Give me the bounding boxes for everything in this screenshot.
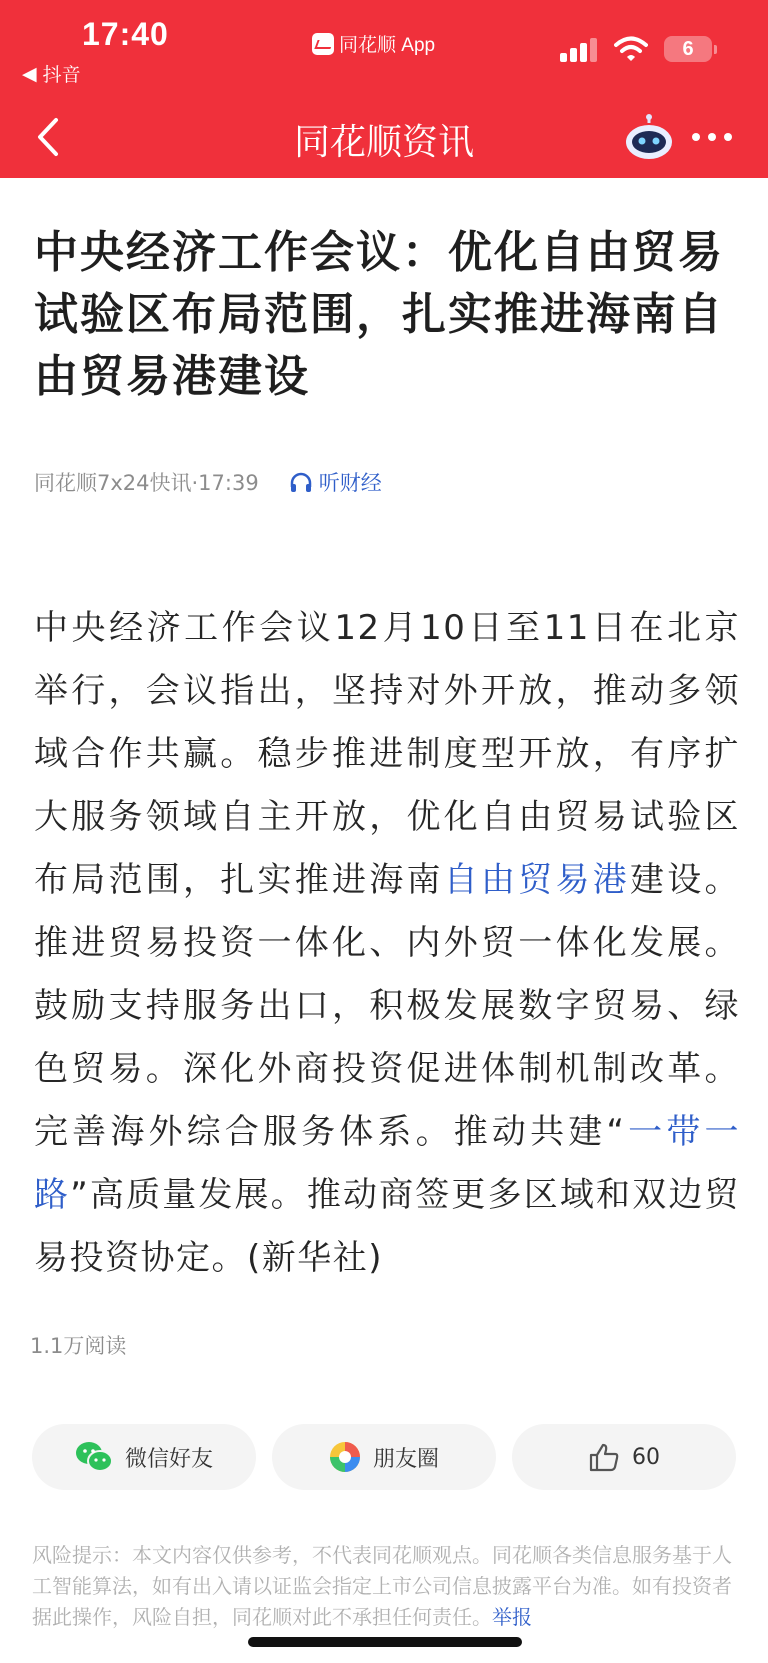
wechat-icon [75, 1441, 113, 1473]
back-to-app-link[interactable] [22, 60, 81, 87]
content-text: 中央经济工作会议12月10日至11日在北京举行，会议指出，坚持对外开放，推动多领域合作共赢。稳步推进制度型开放，有序扩大服务领域自主开放，优化自由贸易试验区布局范围，扎实推进海南 [34, 608, 740, 900]
keyword-link-belt-road[interactable]: 一带一路 [34, 1112, 740, 1215]
listen-button[interactable] [289, 467, 382, 497]
wifi-icon [614, 36, 648, 62]
share-wechat-button[interactable] [32, 1424, 256, 1490]
nav-bar [0, 96, 768, 178]
home-indicator[interactable] [248, 1637, 522, 1647]
content-text: ”高质量发展。推动商签更多区域和双边贸易投资协定。(新华社) [34, 1175, 740, 1278]
article-title: 中央经济工作会议：优化自由贸易试验区布局范围，扎实推进海南自由贸易港建设 [34, 227, 724, 402]
article-content [34, 597, 740, 1290]
app-logo-icon [312, 33, 334, 55]
back-app-label: 抖音 [42, 64, 81, 86]
source-time: 同花顺7x24快讯·17:39 [34, 471, 259, 495]
triangle-left-icon: ◀ [22, 62, 37, 85]
status-time: 17:40 [82, 16, 169, 52]
keyword-link-ftp[interactable]: 自由贸易港 [443, 860, 630, 900]
read-count: 1.1万阅读 [30, 1334, 127, 1358]
headphones-icon [289, 471, 313, 493]
share-moments-button[interactable] [272, 1424, 496, 1490]
risk-disclaimer [32, 1540, 732, 1633]
cellular-signal-icon [560, 38, 602, 62]
report-link[interactable]: 举报 [492, 1605, 532, 1629]
article-meta [34, 467, 382, 497]
like-button[interactable] [512, 1424, 736, 1490]
battery-indicator: 6 [664, 36, 712, 62]
wechat-label: 微信好友 [124, 1446, 213, 1472]
listen-label: 听财经 [318, 471, 382, 495]
app-name: 同花顺 App [339, 35, 436, 56]
disclaimer-text: 风险提示：本文内容仅供参考，不代表同花顺观点。同花顺各类信息服务基于人工智能算法，如有出入请以证监会指定上市公司信息披露平台为准。如有投资者据此操作，风险自担，同花顺对此不承担任何责任。 [32, 1543, 732, 1629]
app-indicator [312, 30, 435, 57]
robot-icon[interactable] [624, 114, 674, 160]
moments-label: 朋友圈 [372, 1446, 439, 1472]
nav-title: 同花顺资讯 [293, 122, 474, 163]
status-bar [0, 0, 768, 96]
like-count: 60 [632, 1444, 660, 1470]
moments-icon [329, 1441, 361, 1473]
thumbs-up-icon [588, 1442, 620, 1472]
content-text: 建设。推进贸易投资一体化、内外贸一体化发展。鼓励支持服务出口，积极发展数字贸易、绿色贸易。深化外商投资促进体制机制改革。完善海外综合服务体系。推动共建“ [34, 860, 740, 1152]
more-dots-icon[interactable] [690, 124, 734, 150]
